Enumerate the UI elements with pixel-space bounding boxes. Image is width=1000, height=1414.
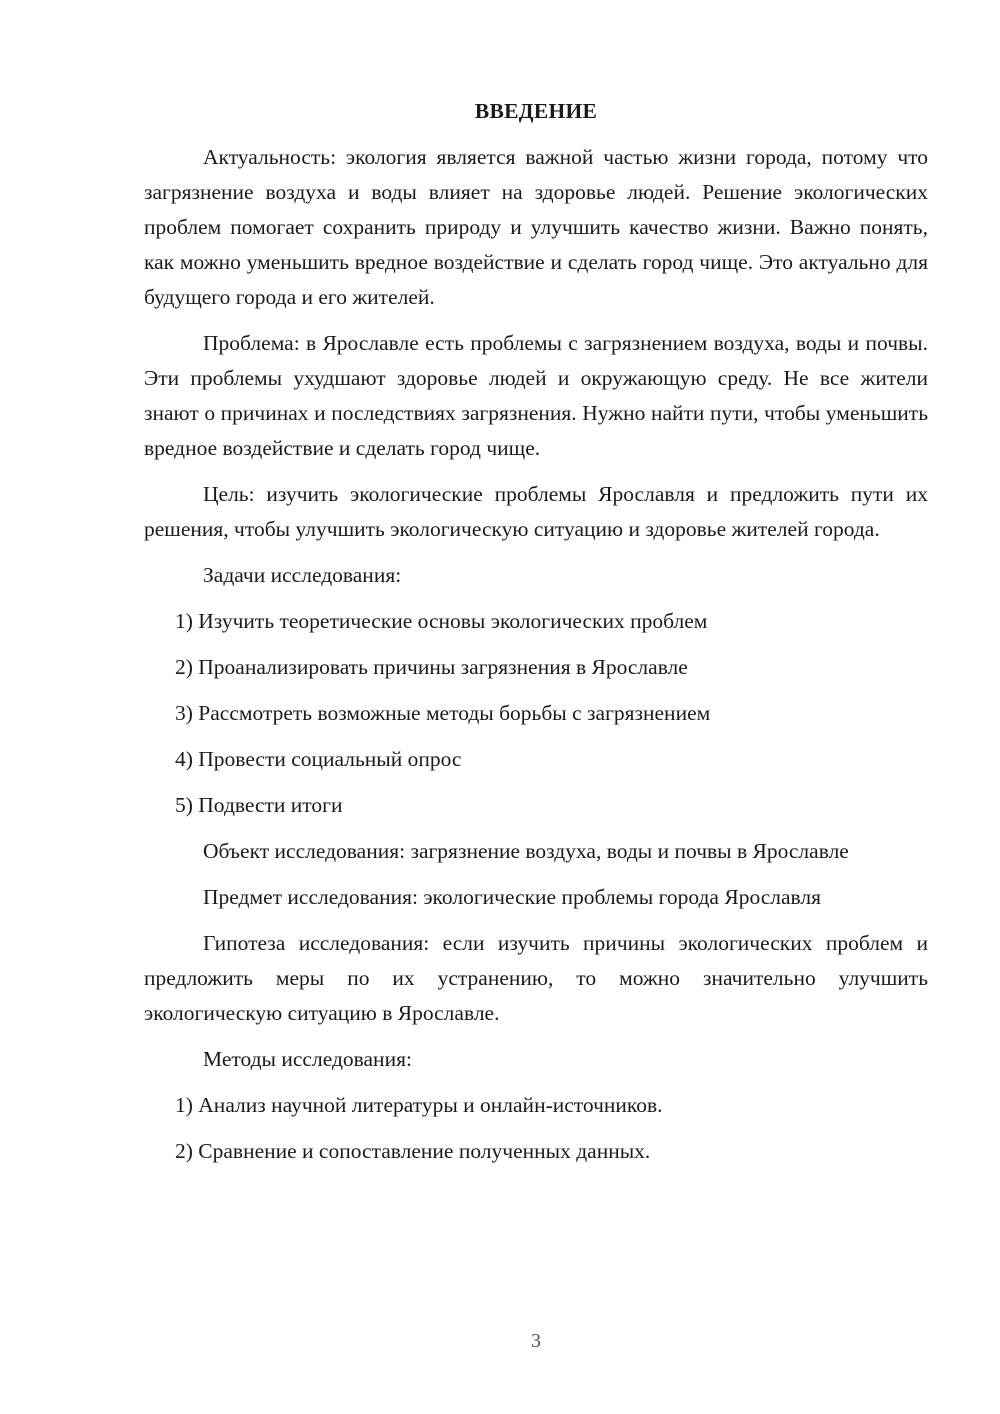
methods-title: Методы исследования: — [203, 1047, 412, 1071]
task-item: 1) Изучить теоретические основы экологических проблем — [175, 609, 708, 633]
method-item: 2) Сравнение и сопоставление полученных данных. — [175, 1139, 651, 1163]
task-item: 5) Подвести итоги — [175, 793, 343, 817]
goal-paragraph: Цель: изучить экологические проблемы Ярославля и предложить пути их решения, чтобы улучшить экологическую ситуацию и здоровье жителей города. — [144, 482, 928, 541]
method-item: 1) Анализ научной литературы и онлайн-источников. — [175, 1093, 663, 1117]
document-page — [144, 94, 928, 1180]
task-item: 4) Провести социальный опрос — [175, 747, 462, 771]
hypothesis-paragraph: Гипотеза исследования: если изучить причины экологических проблем и предложить меры по их устранению, то можно значительно улучшить экологическую ситуацию в Ярославле. — [144, 931, 928, 1025]
section-heading: ВВЕДЕНИЕ — [474, 99, 598, 123]
relevance-paragraph: Актуальность: экология является важной частью жизни города, потому что загрязнение воздуха и воды влияет на здоровье людей. Решение экологических проблем помогает сохранить природу и улучшить качество жизни. Важно понять, как можно уменьшить вредное воздействие и сделать город чище. Это актуально для будущего города и его жителей. — [144, 145, 928, 309]
problem-paragraph: Проблема: в Ярославле есть проблемы с загрязнением воздуха, воды и почвы. Эти проблемы ухудшают здоровье людей и окружающую среду. Не все жители знают о причинах и последствиях загрязнения. Нужно найти пути, чтобы уменьшить вредное воздействие и сделать город чище. — [144, 331, 928, 460]
task-item: 3) Рассмотреть возможные методы борьбы с загрязнением — [175, 701, 711, 725]
object-paragraph: Объект исследования: загрязнение воздуха, воды и почвы в Ярославле — [203, 839, 849, 863]
page-number: 3 — [531, 1330, 541, 1352]
subject-paragraph: Предмет исследования: экологические проблемы города Ярославля — [203, 885, 822, 909]
task-item: 2) Проанализировать причины загрязнения в Ярославле — [175, 655, 688, 679]
tasks-title: Задачи исследования: — [203, 563, 402, 587]
